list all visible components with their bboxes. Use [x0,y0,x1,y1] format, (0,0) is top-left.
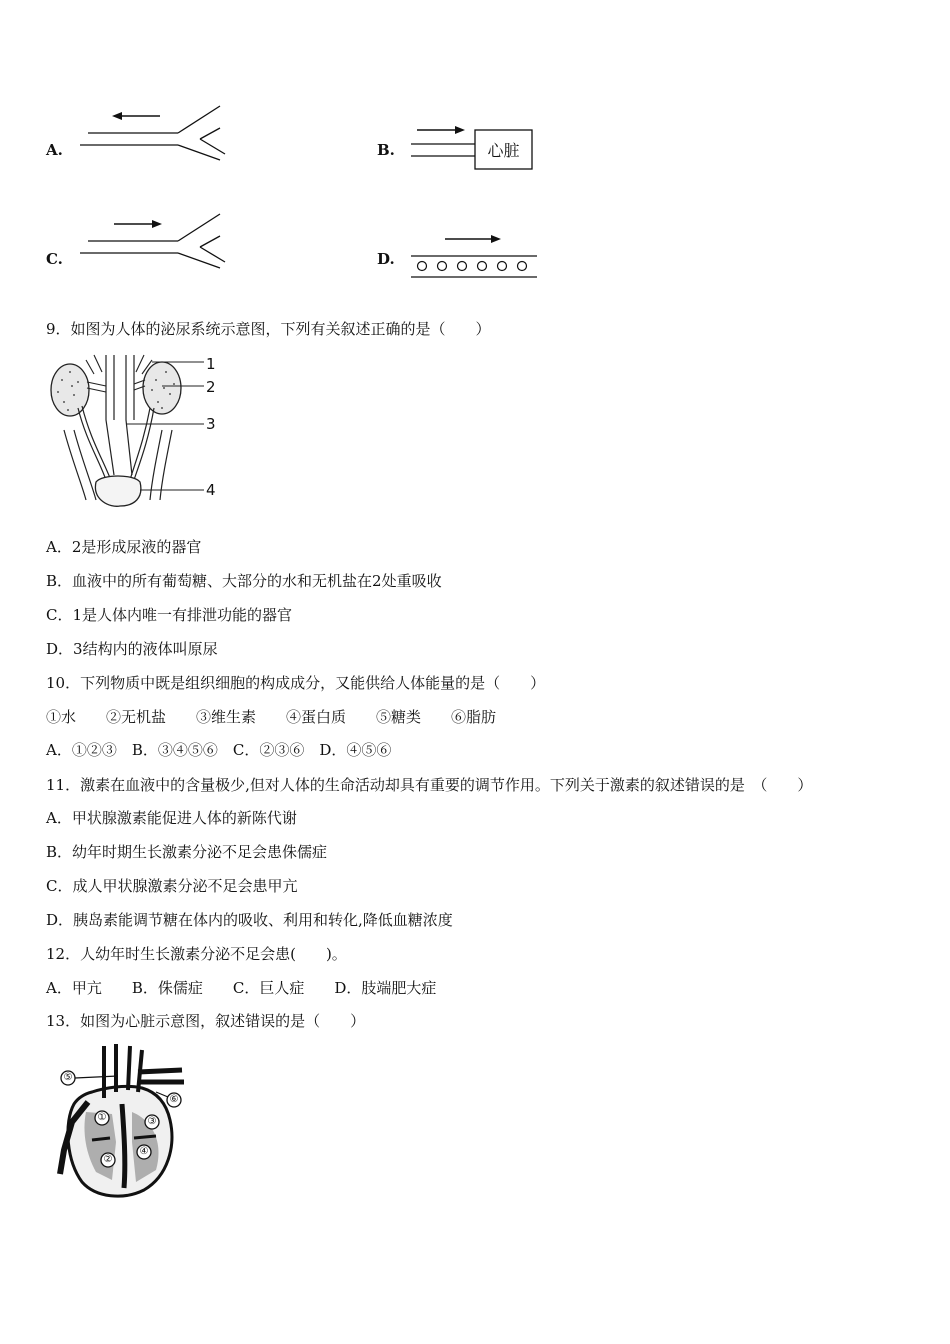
q9-option-d: D．3结构内的液体叫原尿 [46,640,218,658]
option-d-label: D. [377,250,395,268]
option-c-vessel-diagram [70,206,240,276]
heart-label-2: ② [103,1154,113,1165]
heart-label-6: ⑥ [169,1094,179,1105]
q9-stem: 9．如图为人体的泌尿系统示意图，下列有关叙述正确的是（ ） [46,320,491,338]
q9-option-c: C．1是人体内唯一有排泄功能的器官 [46,606,293,624]
q12-options: A．甲亢 B．侏儒症 C．巨人症 D．肢端肥大症 [46,979,437,997]
option-a-vessel-diagram [70,98,240,168]
q11-option-d: D．胰岛素能调节糖在体内的吸收、利用和转化,降低血糖浓度 [46,911,453,929]
q10-stem: 10．下列物质中既是组织细胞的构成成分，又能供给人体能量的是（ ） [46,674,546,692]
urinary-label-2: 2 [206,378,216,396]
q9-option-b: B．血液中的所有葡萄糖、大部分的水和无机盐在2处重吸收 [46,572,442,590]
q10-items: ①水 ②无机盐 ③维生素 ④蛋白质 ⑤糖类 ⑥脂肪 [46,708,497,726]
urinary-label-4: 4 [206,481,216,499]
heart-figure [52,1042,192,1202]
q9-option-a: A．2是形成尿液的器官 [46,538,202,556]
option-c-label: C. [46,250,63,268]
q12-stem: 12．人幼年时生长激素分泌不足会患( )。 [46,945,347,963]
q11-option-a: A．甲状腺激素能促进人体的新陈代谢 [46,809,297,827]
option-d-capillary-diagram [405,226,545,282]
heart-label-3: ③ [147,1116,157,1127]
q13-stem: 13．如图为心脏示意图，叙述错误的是（ ） [46,1012,366,1030]
option-b-label: B. [377,141,395,159]
q10-options: A．①②③ B．③④⑤⑥ C．②③⑥ D．④⑤⑥ [46,741,392,759]
q11-option-b: B．幼年时期生长激素分泌不足会患侏儒症 [46,843,328,861]
heart-label-1: ① [97,1112,107,1123]
heart-box-text: 心脏 [487,141,520,160]
urinary-label-1: 1 [206,355,216,373]
heart-label-4: ④ [139,1146,149,1157]
heart-label-5: ⑤ [63,1072,73,1083]
option-a-label: A. [46,141,63,159]
urinary-label-3: 3 [206,415,216,433]
q11-stem: 11．激素在血液中的含量极少,但对人体的生命活动却具有重要的调节作用。下列关于激素的叙述错误的是 （ ） [46,776,813,794]
q11-option-c: C．成人甲状腺激素分泌不足会患甲亢 [46,877,298,895]
